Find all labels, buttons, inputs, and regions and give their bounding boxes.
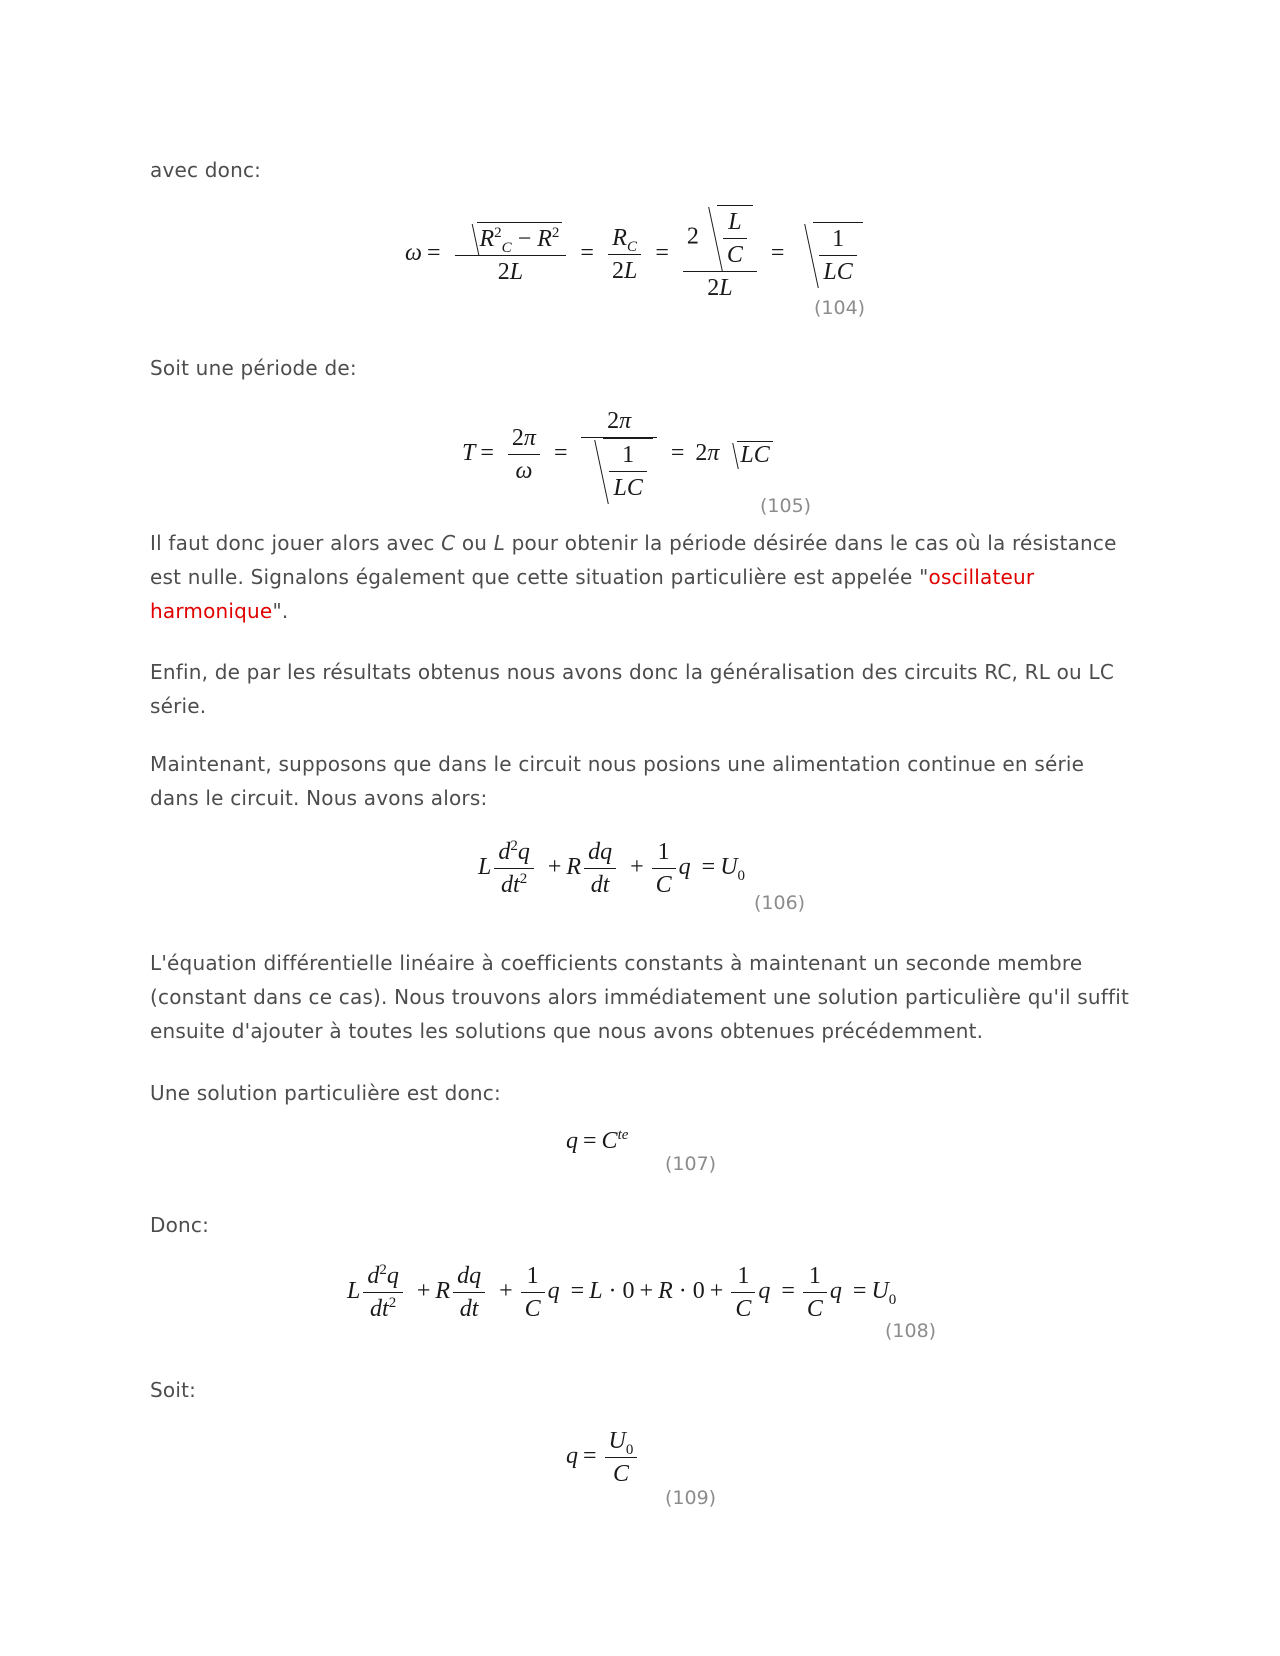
equation-number-109: (109) [665, 1487, 717, 1509]
equation-105: T = $\frac{2\pi}{\omega}$ = $\frac{2\pi}{\frac{1}{LC}}$ = 2π LC [462, 405, 773, 504]
equation-number-104: (104) [814, 297, 866, 319]
equation-104: ω = $\frac{R^2_C - R^2}{2L}$ = $\frac{R_C}{2L}$ = 2 $\frac{L}{C}$ 2L = $\frac{1}{LC}$ [405, 205, 863, 304]
equation-number-107: (107) [665, 1153, 717, 1175]
variable-c: C [441, 531, 456, 555]
variable-l: L [493, 531, 506, 555]
equation-number-105: (105) [760, 495, 812, 517]
paragraph-solution-particuliere: Une solution particulière est donc: [150, 1081, 501, 1105]
equation-number-108: (108) [885, 1320, 937, 1342]
text-segment: pour obtenir la période désirée dans le cas où la résistance est nulle. Signalons également que cette situation particulière est appelée " [150, 531, 1117, 589]
text-segment: ou [455, 531, 494, 555]
oscillateur-harmonique-link[interactable]: oscillateur harmonique [150, 565, 1035, 623]
text-segment: Il faut donc jouer alors avec [150, 531, 442, 555]
text-segment: ". [272, 599, 289, 623]
equation-106: L $\frac{d^2q}{dt^2}$ + R $\frac{dq}{dt}$ + $\frac{1}{C}$ $q = U_0$ [478, 838, 746, 898]
paragraph-enfin: Enfin, de par les résultats obtenus nous avons donc la généralisation des circuits RC, RL ou LC série. [150, 660, 1114, 718]
paragraph-oscillateur [150, 526, 1130, 628]
equation-107: $q = C^{te}$ [566, 1127, 629, 1154]
equation-109: q = $\frac{U_0}{C}$ [566, 1425, 640, 1490]
equation-number-106: (106) [754, 892, 806, 914]
paragraph-donc: Donc: [150, 1213, 210, 1237]
paragraph-avec-donc: avec donc: [150, 158, 262, 182]
equation-108: L $\frac{d^2q}{dt^2}$ + R $\frac{dq}{dt}$ + $\frac{1}{C}$ q = L · 0 + R · 0 + $\frac{1}{C}$ q = $\frac{1}{C}$ $q = U_0$ [347, 1262, 897, 1322]
paragraph-maintenant: Maintenant, supposons que dans le circuit nous posions une alimentation continue en série dans le circuit. Nous avons alors: [150, 752, 1085, 810]
paragraph-equation-differentielle: L'équation différentielle linéaire à coefficients constants à maintenant un seconde membre (constant dans ce cas). Nous trouvons alors immédiatement une solution particulière qu'il suffit ensuite d'ajouter à toutes les solutions que nous avons obtenues précédemment. [150, 951, 1130, 1043]
paragraph-soit-periode: Soit une période de: [150, 356, 357, 380]
paragraph-soit: Soit: [150, 1378, 197, 1402]
